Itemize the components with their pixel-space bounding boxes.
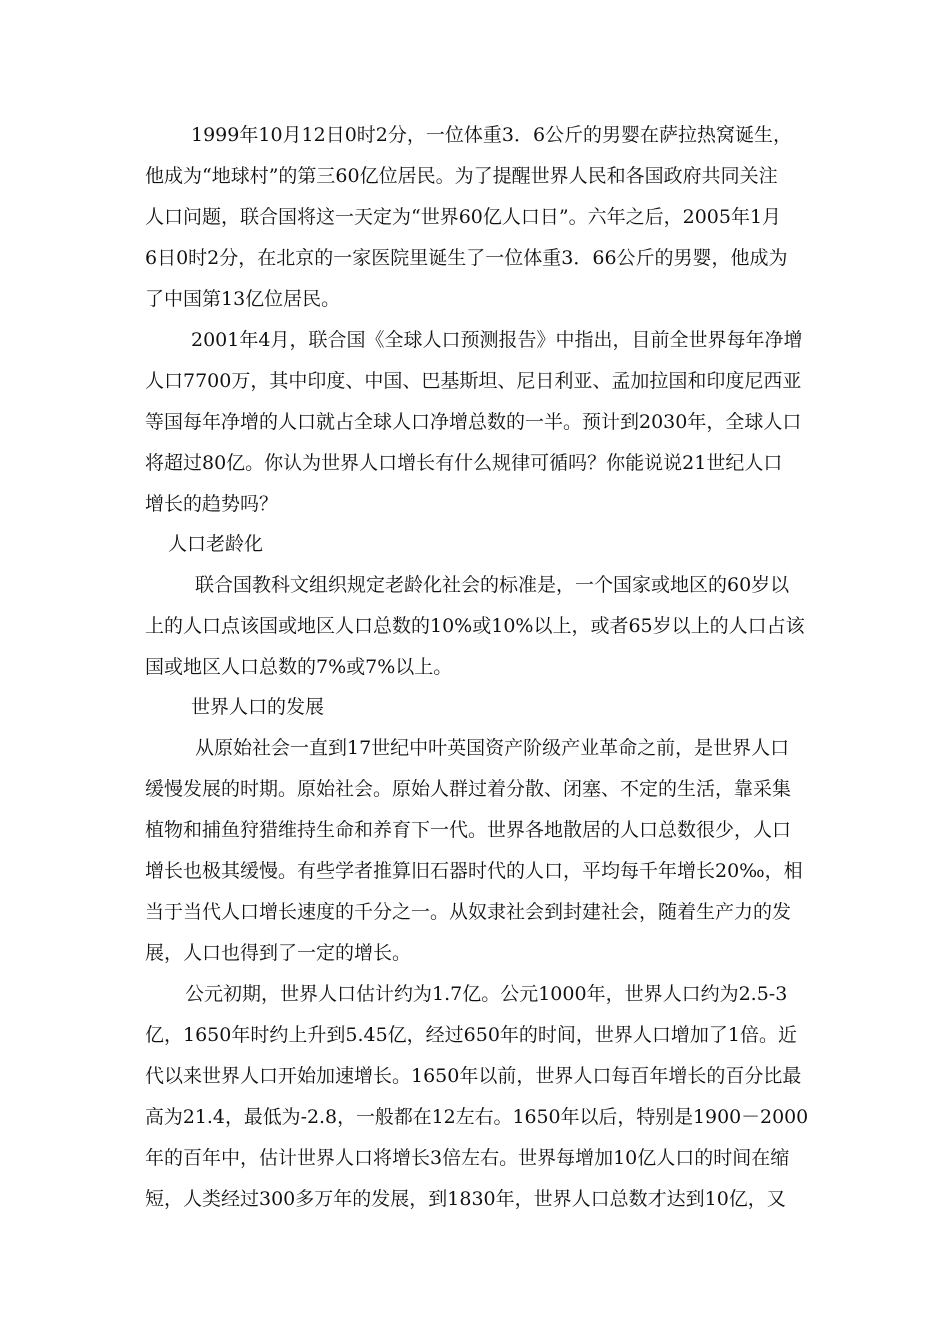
text-line-content: 短，人类经过300多万年的发展，到1830年，世界人口总数才达到10亿，又 (145, 1188, 786, 1210)
text-line-content: 从原始社会一直到17世纪中叶英国资产阶级产业革命之前，是世界人口 (195, 737, 790, 759)
text-line (0, 1061, 950, 1091)
text-line-content: 代以来世界人口开始加速增长。1650年以前，世界人口每百年增长的百分比最 (145, 1065, 802, 1087)
text-line-content: 1999年10月12日0时2分，一位体重3．6公斤的男婴在萨拉热窝诞生， (191, 124, 793, 146)
text-line (0, 774, 950, 804)
text-line (0, 1184, 950, 1214)
text-line-content: 将超过80亿。你认为世界人口增长有什么规律可循吗？你能说说21世纪人口 (145, 452, 783, 474)
text-line-content: 了中国第13亿位居民。 (145, 288, 341, 310)
text-line (0, 733, 950, 763)
text-line-content: 当于当代人口增长速度的千分之一。从奴隶社会到封建社会，随着生产力的发 (145, 901, 792, 923)
text-line (0, 489, 950, 519)
text-line (0, 161, 950, 191)
text-line-content: 高为21.4，最低为-2.8，一般都在12左右。1650年以后，特别是1900－2000 (145, 1106, 809, 1128)
text-line-content: 年的百年中，估计世界人口将增长3倍左右。世界每增加10亿人口的时间在缩 (145, 1147, 790, 1169)
text-line-content: 亿，1650年时约上升到5.45亿，经过650年的时间，世界人口增加了1倍。近 (145, 1024, 798, 1046)
text-line-content: 国或地区人口总数的7%或7%以上。 (145, 656, 453, 678)
text-line (0, 120, 950, 150)
text-line (0, 611, 950, 641)
text-line-content: 联合国教科文组织规定老龄化社会的标准是，一个国家或地区的60岁以 (195, 574, 790, 596)
section-heading (0, 529, 950, 559)
text-line-content: 人口问题，联合国将这一天定为“世界60亿人口日”。六年之后，2005年1月 (145, 206, 782, 228)
text-line (0, 979, 950, 1009)
text-line (0, 815, 950, 845)
text-line (0, 938, 950, 968)
text-line (0, 1102, 950, 1132)
text-line (0, 570, 950, 600)
text-line (0, 897, 950, 927)
text-line (0, 325, 950, 355)
text-line (0, 1143, 950, 1173)
text-line-content: 植物和捕鱼狩猎维持生命和养育下一代。世界各地散居的人口总数很少，人口 (145, 819, 792, 841)
text-line (0, 243, 950, 273)
text-line (0, 856, 950, 886)
section-heading-text: 世界人口的发展 (191, 696, 325, 718)
text-line (0, 652, 950, 682)
text-line (0, 366, 950, 396)
text-line-content: 2001年4月，联合国《全球人口预测报告》中指出，目前全世界每年净增 (191, 329, 803, 351)
text-line-content: 人口7700万，其中印度、中国、巴基斯坦、尼日利亚、孟加拉国和印度尼西亚 (145, 370, 802, 392)
text-line (0, 407, 950, 437)
text-line-content: 缓慢发展的时期。原始社会。原始人群过着分散、闭塞、不定的生活，靠采集 (145, 778, 792, 800)
text-line (0, 448, 950, 478)
text-line-content: 增长的趋势吗？ (145, 493, 279, 515)
text-line (0, 284, 950, 314)
text-line-content: 展，人口也得到了一定的增长。 (145, 942, 412, 964)
text-line-content: 等国每年净增的人口就占全球人口净增总数的一半。预计到2030年，全球人口 (145, 411, 802, 433)
text-line-content: 6日0时2分，在北京的一家医院里诞生了一位体重3．66公斤的男婴，他成为 (145, 247, 788, 269)
section-heading (0, 692, 950, 722)
section-heading-text: 人口老龄化 (168, 533, 264, 555)
text-line (0, 1020, 950, 1050)
text-line-content: 增长也极其缓慢。有些学者推算旧石器时代的人口，平均每千年增长20‰，相 (145, 860, 803, 882)
text-line-content: 公元初期，世界人口估计约为1.7亿。公元1000年，世界人口约为2.5-3 (185, 983, 788, 1005)
text-line-content: 上的人口点该国或地区人口总数的10%或10%以上，或者65岁以上的人口占该 (145, 615, 805, 637)
text-line (0, 202, 950, 232)
text-line-content: 他成为“地球村”的第三60亿位居民。为了提醒世界人民和各国政府共同关注 (145, 165, 778, 187)
